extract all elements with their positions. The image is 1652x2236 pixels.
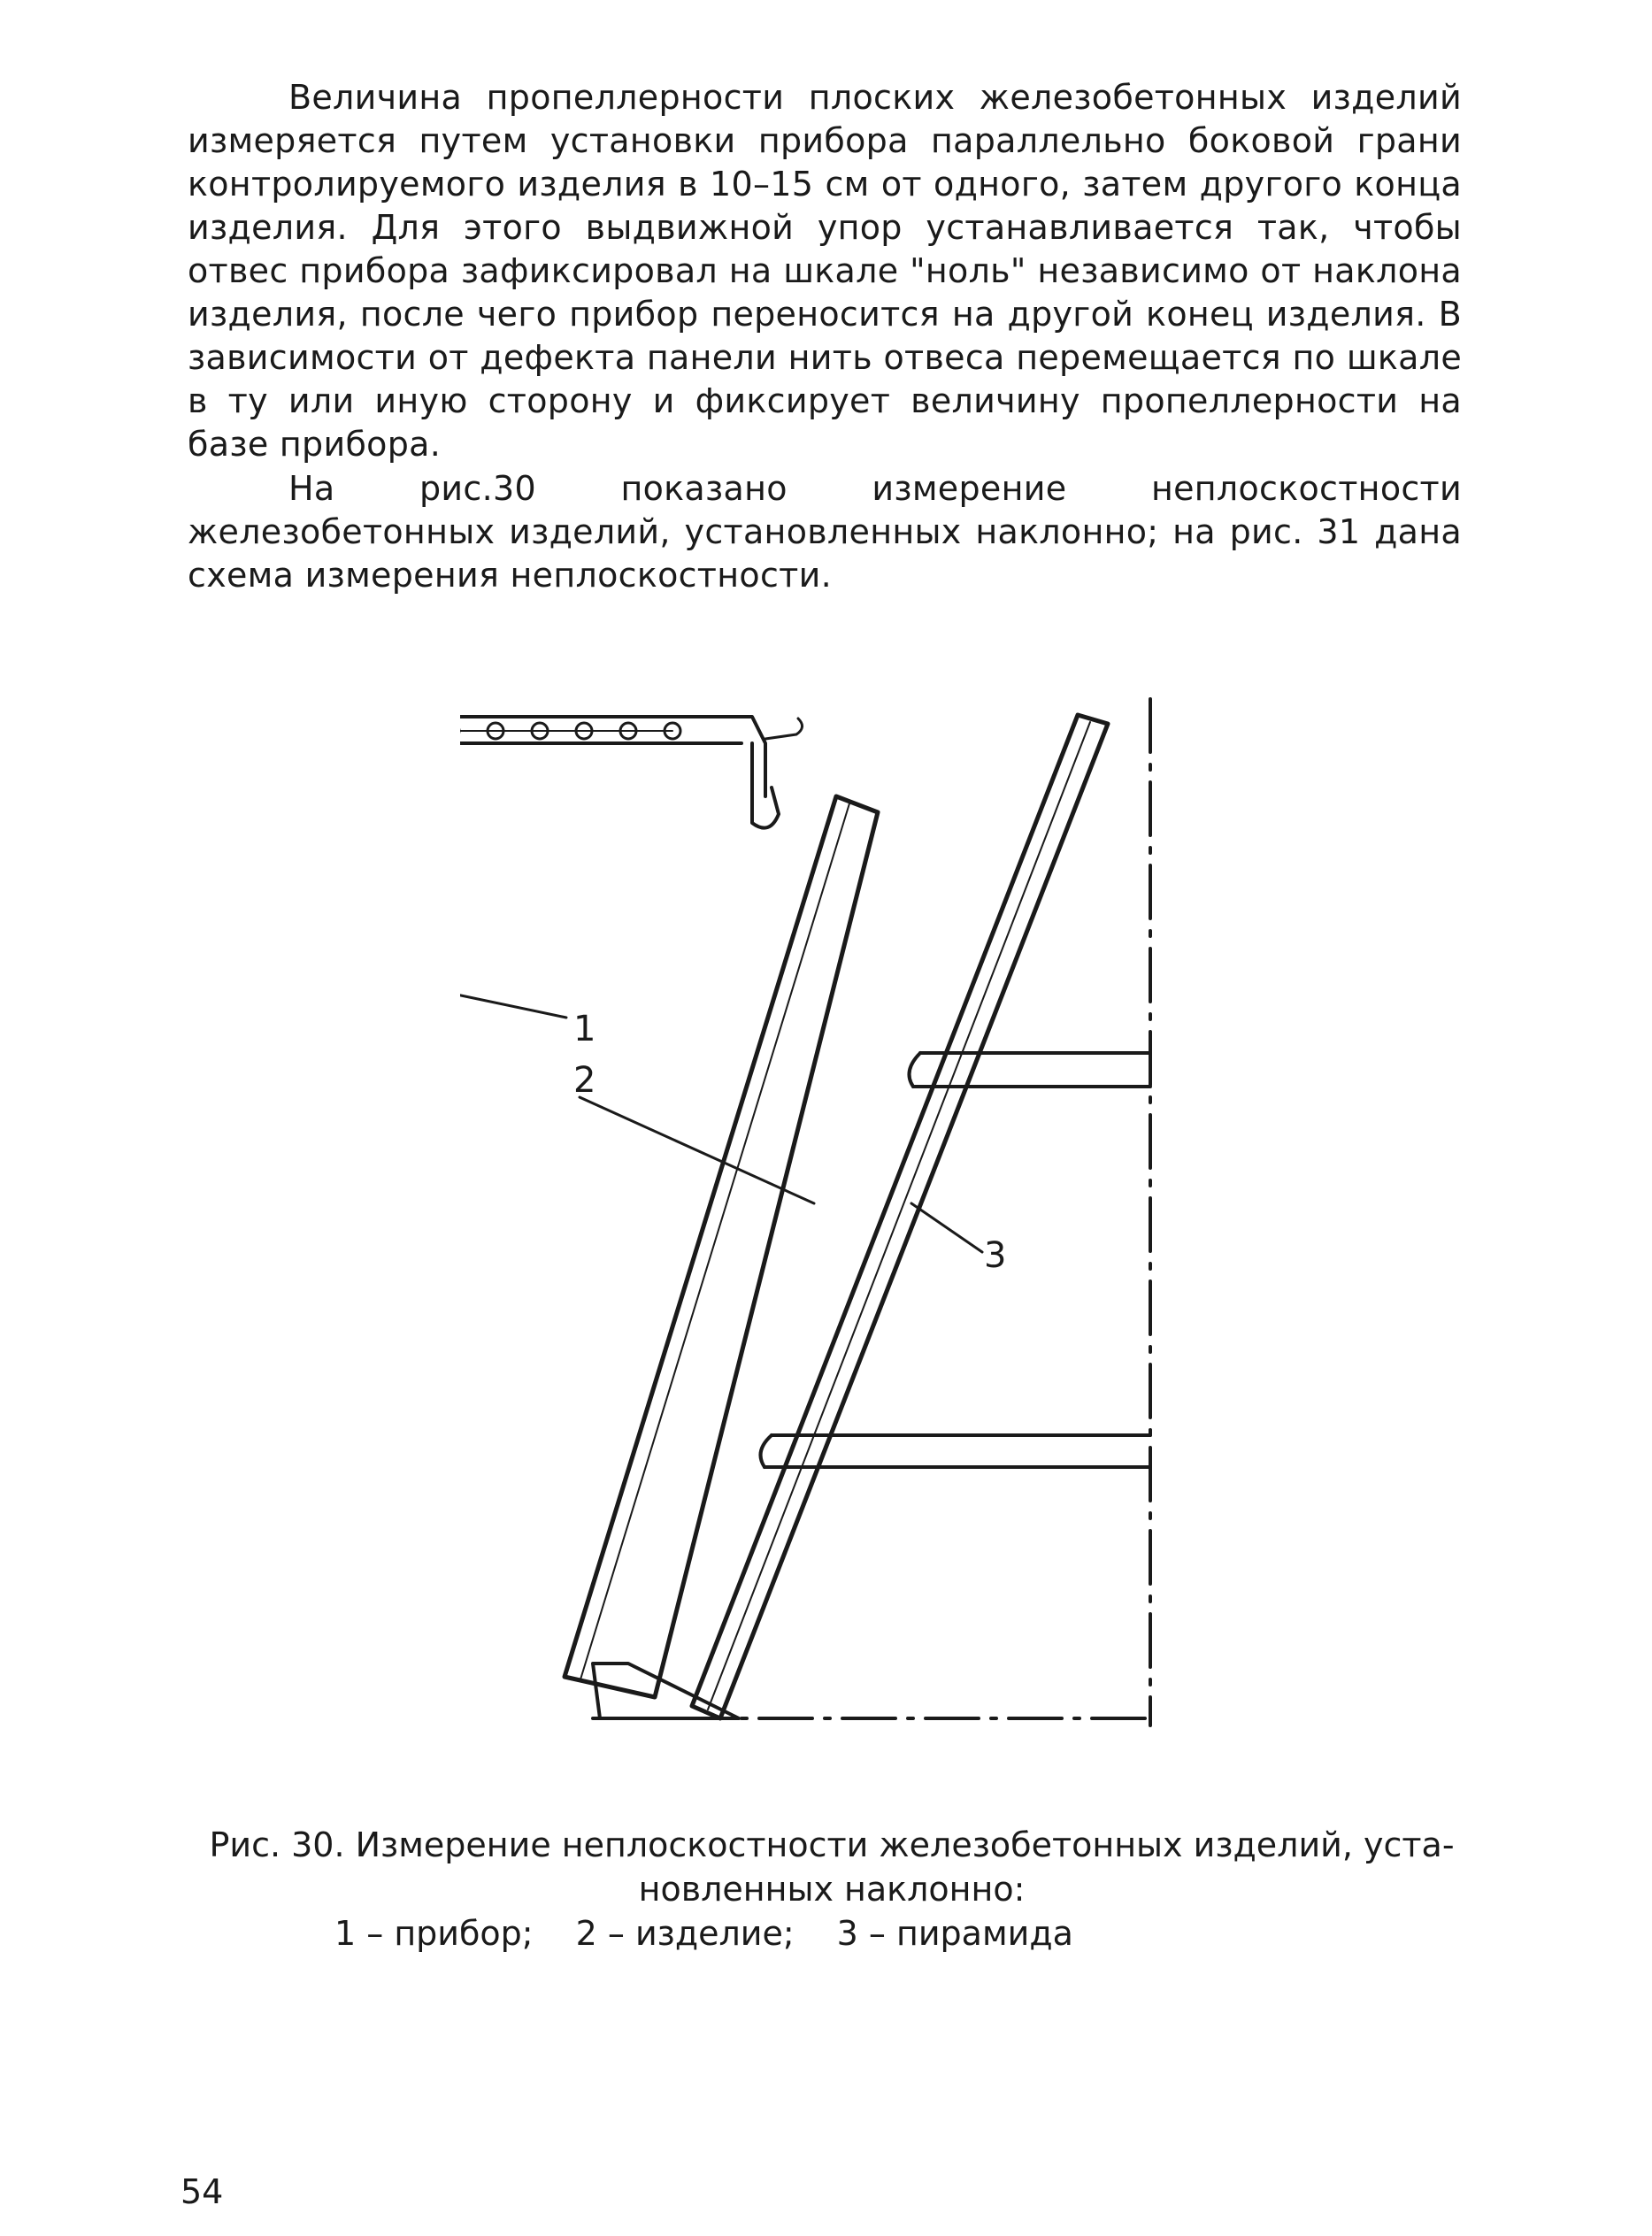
caption-line-1: Рис. 30. Измерение неплоскостности железобетонных изделий, уста- <box>209 1825 1455 1864</box>
caption-legend <box>334 1911 1308 1956</box>
legend-item-2: 2 – изделие; <box>575 1914 795 1953</box>
pyramid-crossbar-upper <box>913 1053 1150 1087</box>
leader-3 <box>911 1203 982 1252</box>
paragraph-1 <box>188 76 1462 466</box>
paragraph-2 <box>188 467 1462 597</box>
figure-label-2: 2 <box>573 1060 596 1101</box>
instrument-arm <box>460 717 765 796</box>
figure-label-3: 3 <box>984 1235 1007 1276</box>
figure-label-1: 1 <box>573 1009 596 1049</box>
product-panel <box>565 796 878 1697</box>
caption-line-2: новленных наклонно: <box>638 1870 1026 1909</box>
page-number: 54 <box>181 2172 224 2211</box>
leader-1 <box>460 973 566 1018</box>
figure-30-drawing <box>460 681 1469 1743</box>
paragraph-2-text: На рис.30 показано измерение неплоскостности железобетонных изделий, установленных наклонно; на рис. 31 дана схема измерения неплоскостности. <box>188 469 1462 595</box>
base-wedge <box>593 1664 739 1718</box>
legend-item-1: 1 – прибор; <box>334 1914 534 1953</box>
paragraph-1-text: Величина пропеллерности плоских железобетонных изделий измеряется путем установки прибора параллельно боковой грани контролируемого изделия в 10–15 см от одного, затем другого конца изделия. Для этого выдвижной упор устанавливается так, чтобы отвес прибора зафиксировал на шкале "ноль" независимо от наклона изделия, после чего прибор переносится на другой конец изделия. В зависимости от дефекта панели нить отвеса перемещается по шкале в ту или иную сторону и фиксирует величину пропеллерности на базе прибора. <box>188 78 1462 464</box>
legend-item-3: 3 – пирамида <box>836 1914 1073 1953</box>
pyramid-frame <box>692 715 1108 1718</box>
leader-2 <box>580 1097 814 1203</box>
